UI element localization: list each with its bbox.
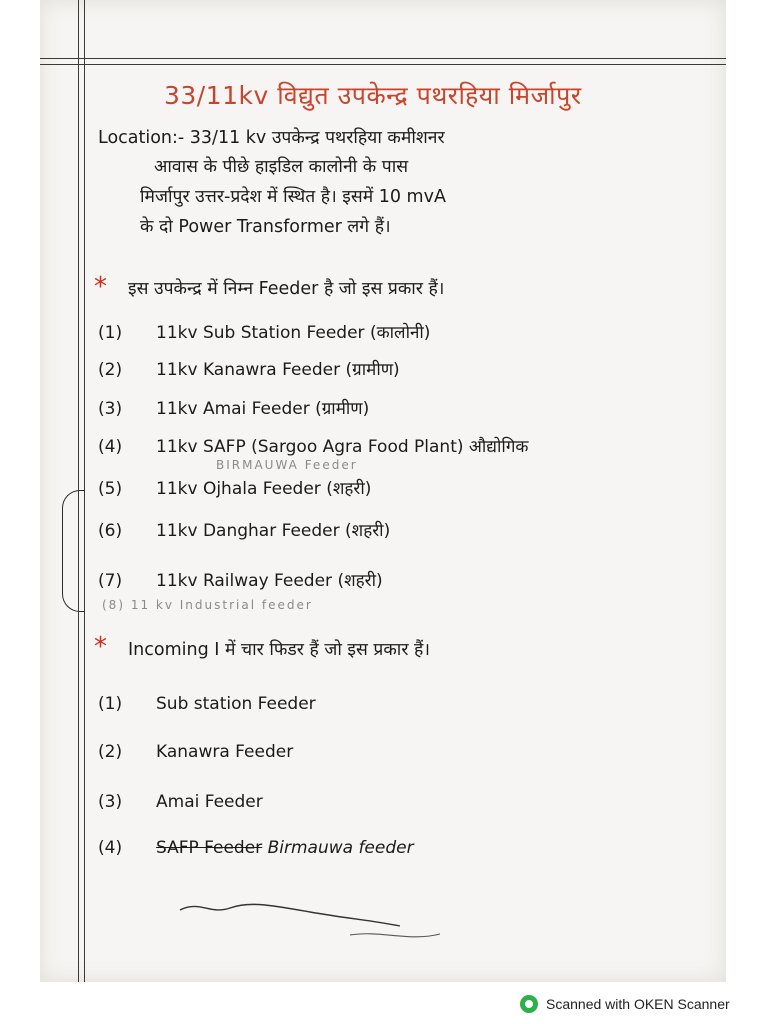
faint-note-industrial: (8) 11 kv Industrial feeder [102, 598, 313, 612]
feeder-row: (4) 11kv SAFP (Sargoo Agra Food Plant) औद्योगिक [98, 437, 529, 457]
star-bullet: * [94, 632, 107, 662]
location-line-4: के दो Power Transformer लगे हैं। [140, 217, 391, 237]
feeder-row: (3) 11kv Amai Feeder (ग्रामीण) [98, 399, 370, 419]
bracket-mark [62, 490, 85, 612]
page-title: 33/11kv विद्युत उपकेन्द्र पथरहिया मिर्जापुर [164, 81, 582, 110]
feeder-row: (7) 11kv Railway Feeder (शहरी) [98, 571, 383, 591]
faint-note-birmauwa: BIRMAUWA Feeder [216, 458, 358, 472]
incoming-row: (2) Kanawra Feeder [98, 742, 294, 762]
feeder-row: (1) 11kv Sub Station Feeder (कालोनी) [98, 323, 431, 343]
location-line-1: Location:- 33/11 kv उपकेन्द्र पथरहिया कमीशनर [98, 128, 445, 148]
scanned-page [40, 0, 726, 982]
incoming-row: (3) Amai Feeder [98, 792, 263, 812]
feeder-row: (2) 11kv Kanawra Feeder (ग्रामीण) [98, 360, 400, 380]
star-bullet: * [94, 272, 107, 302]
scanner-footer [520, 994, 730, 1014]
top-rule-2 [40, 64, 726, 65]
incoming-heading: Incoming I में चार फिडर हैं जो इस प्रकार हैं। [128, 640, 430, 660]
location-line-2: आवास के पीछे हाइडिल कालोनी के पास [154, 157, 409, 177]
feeders-heading: इस उपकेन्द्र में निम्न Feeder है जो इस प्रकार हैं। [128, 279, 445, 299]
scanner-logo-icon [520, 995, 538, 1013]
scanner-footer-text: Scanned with OKEN Scanner [546, 996, 730, 1012]
struck-text: SAFP Feeder [156, 838, 263, 858]
feeder-row: (5) 11kv Ojhala Feeder (शहरी) [98, 479, 372, 499]
location-line-3: मिर्जापुर उत्तर-प्रदेश में स्थित है। इसमें 10 mvA [140, 187, 446, 207]
signature-scribble [170, 890, 470, 950]
feeder-row: (6) 11kv Danghar Feeder (शहरी) [98, 521, 391, 541]
top-rule [40, 58, 726, 59]
incoming-row: (4) SAFP Feeder Birmauwa feeder [98, 838, 414, 858]
incoming-row: (1) Sub station Feeder [98, 694, 316, 714]
